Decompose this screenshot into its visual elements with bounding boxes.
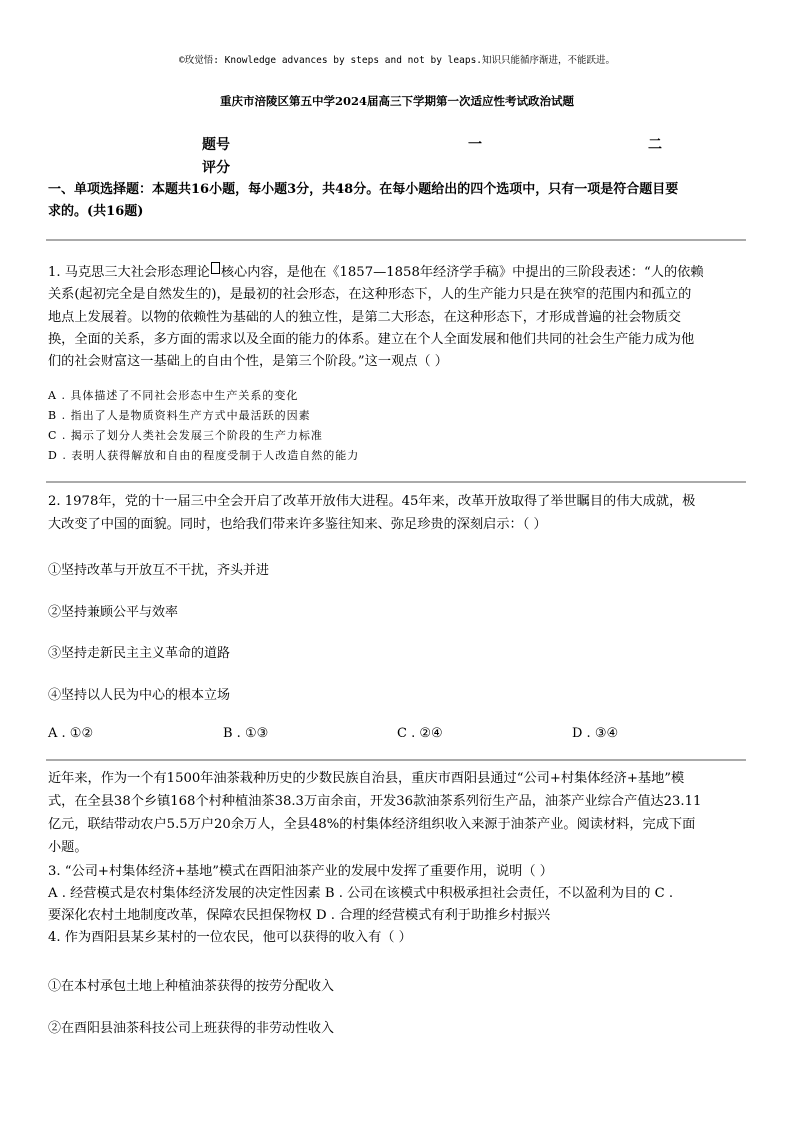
answer-c[interactable]: C . ②④ xyxy=(397,726,443,741)
header-motto: ©玫觉悟: Knowledge advances by steps and not by leaps.知识只能循序渐进，不能跃进。 xyxy=(178,55,616,66)
divider xyxy=(46,239,746,241)
score-col-1: 一 xyxy=(468,137,482,153)
question-4-item: ①在本村承包土地上种植油茶获得的按劳分配收入 xyxy=(48,979,335,994)
score-label: 评分 xyxy=(202,160,230,176)
question-3-options[interactable]: A . 经营模式是农村集体经济发展的决定性因素 B . 公司在该模式中积极承担社会责任，不以盈利为目的 C . xyxy=(48,886,674,901)
question-4-item: ②在酉阳县油茶科技公司上班获得的非劳动性收入 xyxy=(48,1021,335,1036)
section-1-heading: 一、单项选择题：本题共16小题，每小题3分，共48分。在每小题给出的四个选项中，只有一项是符合题目要 求的。(共16题) xyxy=(48,182,679,219)
question-2-item: ②坚持兼顾公平与效率 xyxy=(48,605,179,620)
question-3-options[interactable]: 要深化农村土地制度改革，保障农民担保物权 D . 合理的经营模式有利于助推乡村振兴 xyxy=(48,908,551,923)
question-3: 3. “公司+村集体经济+基地”模式在酉阳油茶产业的发展中发挥了重要作用，说明（ ） A . 经营模式是农村集体经济发展的决定性因素 B . 公司在该模式中积极承担社会责任，不以盈利为目的 C . 要深化农村土地制度改革，保障农民担保物权 D . 合理的经营模式有利于助推乡村振兴 4. 作为酉阳县某乡某村的一位农民，他可以获得的收入有（ ） xyxy=(48,861,748,949)
reading-material: 近年来，作为一个有1500年油茶栽种历史的少数民族自治县，重庆市酉阳县通过“公司+村集体经济+基地”模 式，在全县38个乡镇168个村种植油茶38.3万亩余亩，开发36款油茶系列衍生产品，油茶产业综合产值达23.11 亿元，联结带动农户5.5万户20余万人，全县48%的村集体经济组织收入来源于油茶产业。阅读材料，完成下面 小题。 xyxy=(48,771,702,855)
question-2-item: ①坚持改革与开放互不干扰，齐头并进 xyxy=(48,563,270,578)
option-b[interactable]: B . 指出了人是物质资料生产方式中最活跃的因素 xyxy=(48,409,311,422)
exam-title: 重庆市涪陵区第五中学2024届高三下学期第一次适应性考试政治试题 xyxy=(219,94,574,108)
score-col-2: 二 xyxy=(648,137,662,153)
option-a[interactable]: A . 具体描述了不同社会形态中生产关系的变化 xyxy=(48,389,299,402)
missing-glyph-icon xyxy=(211,262,220,274)
answer-a[interactable]: A . ①② xyxy=(48,726,94,741)
option-c[interactable]: C . 揭示了划分人类社会发展三个阶段的生产力标准 xyxy=(48,429,323,442)
question-2-stem: 2. 1978年，党的十一届三中全会开启了改革开放伟大进程。45年来，改革开放取得了举世瞩目的伟大成就，极 大改变了中国的面貌。同时，也给我们带来许多鉴往知来、弥足珍贵的深刻启示：（ ） xyxy=(48,494,696,532)
answer-d[interactable]: D . ③④ xyxy=(572,726,619,741)
divider xyxy=(46,481,746,483)
question-2-item: ④坚持以人民为中心的根本立场 xyxy=(48,688,231,703)
answer-b[interactable]: B . ①③ xyxy=(223,726,269,741)
option-d[interactable]: D . 表明人获得解放和自由的程度受制于人改造自然的能力 xyxy=(48,449,360,462)
question-1-stem: 1. 马克思三大社会形态理论 核心内容，是他在《1857—1858年经济学手稿》中提出的三阶段表述：“人的依赖 关系(起初完全是自然发生的)，是最初的社会形态，在这种形态下，人的生产能力只是在狭窄的范围内和孤立的 地点上发展着。以物的依赖性为基础的人的独立性，是第二大形态，在这种形态下，才形成普遍的社会物质交 换，全面的关系，多方面的需求以及全面的能力的体系。建立在个人全面发展和他们共同的社会生产能力成为他 们的社会财富这一基础上的自由个性，是第三个阶段。”这一观点（ ） xyxy=(48,262,748,373)
question-2-item: ③坚持走新民主主义革命的道路 xyxy=(48,646,231,661)
divider xyxy=(46,759,746,761)
question-1-options xyxy=(48,386,748,466)
score-row-label: 题号 xyxy=(202,137,230,153)
